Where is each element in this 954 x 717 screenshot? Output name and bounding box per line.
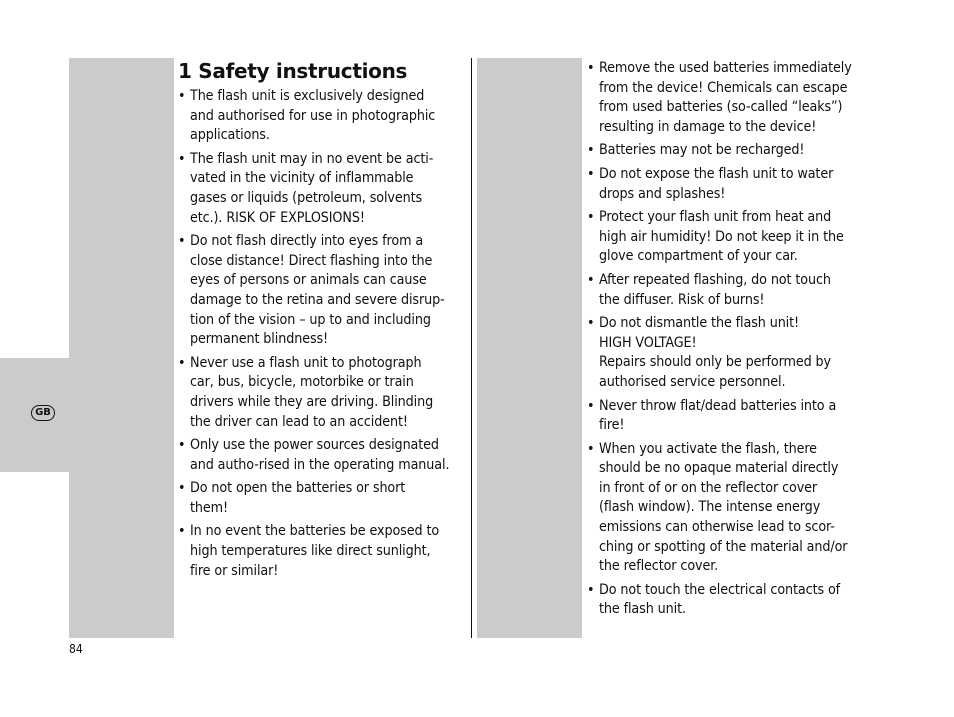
list-item: • Never throw flat/dead batteries into a fire! bbox=[587, 397, 877, 436]
right-column bbox=[587, 59, 877, 624]
right-bullet-list bbox=[587, 59, 877, 620]
page-number: 84 bbox=[69, 642, 83, 656]
left-bullet-list bbox=[178, 87, 468, 581]
list-item: • When you activate the flash, there should be no opaque material directly in front of or on the reflector cover (flash window). The intense energy emissions can otherwise lead to scor- ching or spotting of the material and/or the reflector cover. bbox=[587, 440, 877, 577]
list-item: • Do not touch the electrical contacts of the flash unit. bbox=[587, 581, 877, 620]
list-item: • Do not expose the flash unit to water drops and splashes! bbox=[587, 165, 877, 204]
list-item: • After repeated flashing, do not touch the diffuser. Risk of burns! bbox=[587, 271, 877, 310]
list-item: • Do not dismantle the flash unit! HIGH VOLTAGE! Repairs should only be performed by authorised service personnel. bbox=[587, 314, 877, 392]
list-item: • In no event the batteries be exposed to high temperatures like direct sunlight, fire or similar! bbox=[178, 522, 468, 581]
list-item: • Only use the power sources designated and autho-rised in the operating manual. bbox=[178, 436, 468, 475]
list-item: • Do not flash directly into eyes from a close distance! Direct flashing into the eyes of persons or animals can cause damage to the retina and severe disrup- tion of the vision – up to and including permanent blindness! bbox=[178, 232, 468, 350]
list-item: • The flash unit may in no event be acti- vated in the vicinity of inflammable gases or liquids (petroleum, solvents etc.). RISK OF EXPLOSIONS! bbox=[178, 150, 468, 228]
left-margin-band bbox=[69, 58, 174, 638]
section-title: 1 Safety instructions bbox=[178, 59, 408, 83]
list-item: • Never use a flash unit to photograph car, bus, bicycle, motorbike or train drivers while they are driving. Blinding the driver can lead to an accident! bbox=[178, 354, 468, 432]
list-item: • The flash unit is exclusively designed and authorised for use in photographic applications. bbox=[178, 87, 468, 146]
list-item: • Protect your flash unit from heat and high air humidity! Do not keep it in the glove compartment of your car. bbox=[587, 208, 877, 267]
column-divider bbox=[471, 58, 472, 638]
language-badge: GB bbox=[31, 405, 55, 421]
list-item: • Batteries may not be recharged! bbox=[587, 141, 877, 161]
left-column bbox=[178, 59, 468, 585]
list-item: • Do not open the batteries or short them! bbox=[178, 479, 468, 518]
list-item: • Remove the used batteries immediately from the device! Chemicals can escape from used batteries (so-called “leaks”) resulting in damage to the device! bbox=[587, 59, 877, 137]
right-margin-band bbox=[477, 58, 582, 638]
